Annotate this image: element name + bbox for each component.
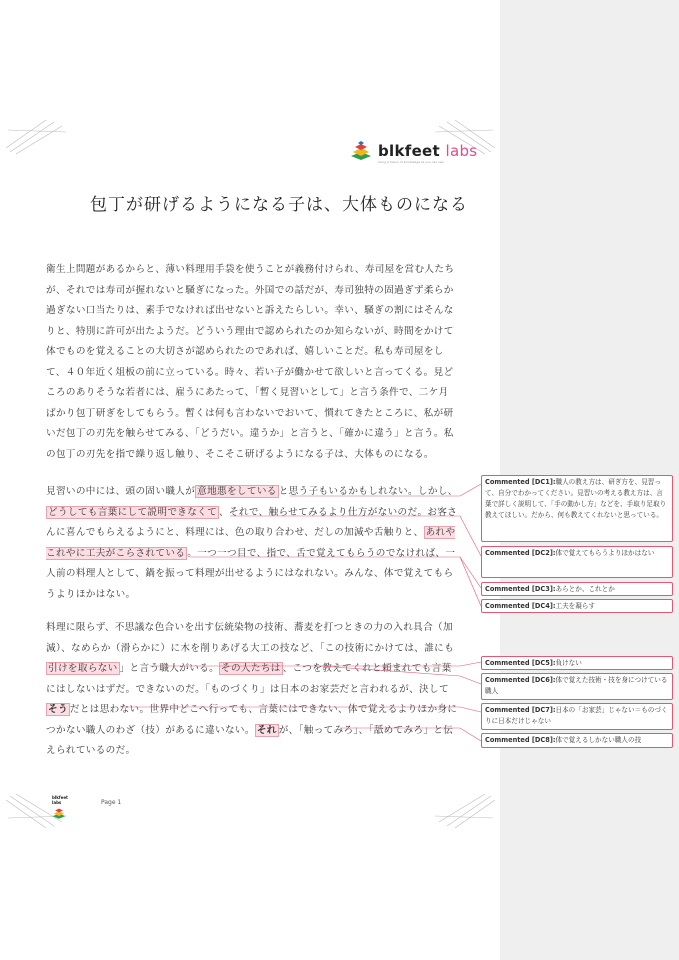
comment-dc7[interactable] [481, 703, 673, 730]
brand-name: blkfeet labs [378, 142, 478, 160]
text-run: が、「触ってみろ」、「舐めてみろ」と伝えられているのだ。 [46, 724, 454, 756]
text-run: 見習いの中には、頭の固い職人が [46, 486, 196, 497]
highlight-dc3[interactable]: あれやこれやに工夫がこらされている [46, 527, 456, 559]
comment-dc2[interactable] [481, 546, 673, 578]
comment-text: 体で覚えてもらうよりほかはない [555, 549, 655, 557]
highlight-dc5[interactable]: 引けを取らない [48, 663, 118, 674]
comment-ref: Commented [DC1]: [485, 478, 556, 486]
comment-ref: Commented [DC7]: [485, 706, 556, 714]
comment-text: 体で覚えた技術・技を身につけている職人 [485, 676, 668, 695]
text-run: 」と言う職人がいる。 [119, 663, 220, 674]
comment-text: 日本の「お家芸」じゃない＝ものづくりに日本だけじゃない [485, 706, 668, 725]
text-run: 料理に限らず、不思議な色合いを出す伝統染物の技術、蕎麦を打つときの力の入れ具合（加減）、なめらか（滑らかに）に木を削りあげる大工の技など、「この技術にかけては、誰にも [46, 622, 455, 654]
comment-dc1[interactable] [481, 475, 673, 542]
text-run: だとは思わない。世界中どこへ行っても、言葉にはできない、体で覚えるよりほか身につかない職人のわざ（技）があるに違いない。 [46, 704, 458, 736]
highlight-dc8[interactable]: それ [256, 724, 277, 736]
comment-ref: Commented [DC4]: [485, 602, 556, 610]
comment-ref: Commented [DC3]: [485, 585, 556, 593]
comment-dc6[interactable] [481, 673, 673, 700]
comment-dc4[interactable] [481, 599, 673, 613]
text-run: 、こつを教えてくれと頼まれても言葉にはしないはずだ。できないのだ。「ものづくり」は日本のお家芸だと言われるが、決して [46, 663, 452, 695]
comment-dc8[interactable] [481, 733, 673, 748]
footer-logo-text: blkfeet labs [52, 795, 68, 805]
comment-dc3[interactable] [481, 582, 673, 596]
highlight-dc6[interactable]: その人たちは [221, 663, 281, 674]
text-run: 。一つ一つ目で、指で、舌で覚えてもらうのでなければ、一人前の料理人として、鍋を振って料理が出せるようにはなれない。みんな、体で覚えてもらうよりほかはない。 [46, 547, 456, 600]
text-run: と思う子もいるかもしれない。しかし、 [278, 486, 458, 497]
highlight-dc1[interactable]: 意地悪をしている [197, 486, 277, 497]
page-number: Page 1 [101, 799, 122, 806]
text-run: 、それで、触らせてみるより仕方がないのだ。お客さんに喜んでもらえるようにと、料理には、色の取り合わせ、だしの加減や舌触りと、 [46, 506, 458, 538]
comment-ref: Commented [DC5]: [485, 659, 556, 667]
comment-text: 体で覚えるしかない職人の技 [555, 736, 642, 744]
stacked-squares-icon [52, 806, 66, 820]
comment-ref: Commented [DC6]: [485, 676, 556, 684]
comment-text: 職人の教え方は、研ぎ方を、見習って、自分でわかってください。見習いの考える教え方は、言葉で詳しく説明して、「手の動かし方」などを、手取り足取り教えてほしい。だから、何も教えてくれないと思っている。 [485, 478, 667, 519]
footer-logo [52, 795, 74, 817]
comment-text: 工夫を凝らす [555, 602, 596, 610]
highlight-dc7[interactable]: そう [48, 704, 68, 715]
comment-text: あらとか、これとか [555, 585, 615, 593]
comment-dc5[interactable] [481, 656, 673, 670]
paragraph-1-text: 衛生上問題があるからと、薄い料理用手袋を使うことが義務付けられ、寿司屋を営む人たちが、それでは寿司が握れないと騒ぎになった。外国での話だが、寿司独特の固過ぎず柔らか過ぎない口当たりは、素手でなければ出せないと訴えたらしい。幸い、騒ぎの割にはそんなりと、特別に許可が出たようだ。どういう理由で認められたのか知らないが、時間をかけて体でものを覚えることの大切さが認められたのであれば、嬉しいことだ。私も寿司屋をして、４０年近く俎板の前に立っている。時々、若い子が働かせて欲しいと言ってくる。見どころのありそうな若者には、雇うにあたって、「暫く見習いとして」と言う条件で、二ケ月ばかり包丁研ぎをしてもらう。暫くは何も言わないでおいて、慣れてきたところに、私が研いだ包丁の刃先を触らせてみる、「どうだい。違うか」と言うと、「確かに違う」と言う。私の包丁の刃先を指で繰り返し触り、そこそこ研げるようになる子は、大体ものになる。 [46, 264, 455, 460]
comment-ref: Commented [DC2]: [485, 549, 556, 557]
comment-ref: Commented [DC8]: [485, 736, 556, 744]
page-title: 包丁が研げるようになる子は、大体ものになる [90, 195, 468, 215]
comment-text: 負けない [555, 659, 582, 667]
brand-tagline: living a fusion of knowledge as you can own [378, 160, 445, 164]
highlight-dc2[interactable]: どうしても言葉にして説明できなくて [48, 506, 218, 518]
